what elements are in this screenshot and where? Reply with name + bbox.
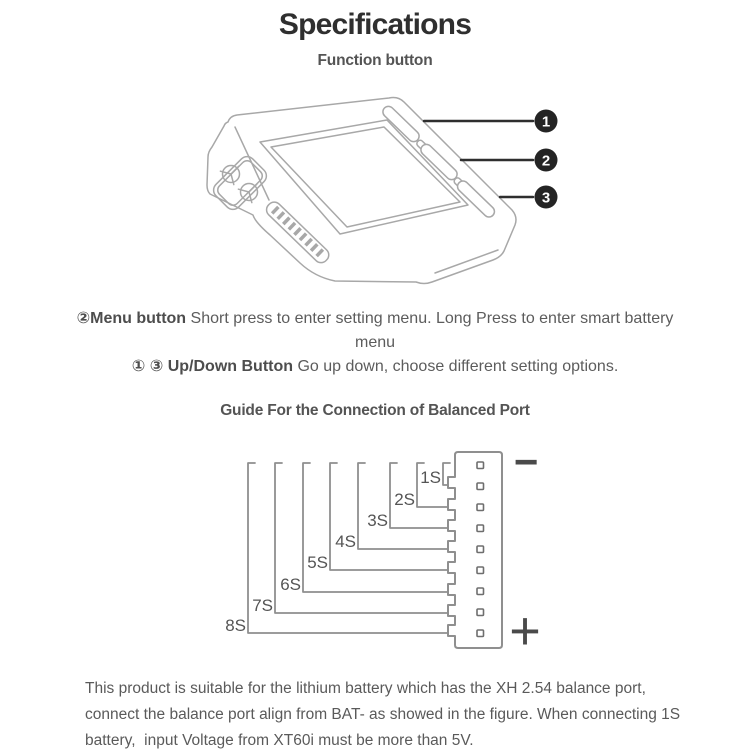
connector-pin	[477, 483, 484, 490]
callout-number-2: 2	[541, 152, 551, 170]
connector-pin	[477, 567, 484, 574]
function-button-heading: Function button	[317, 52, 433, 69]
page-title: Specifications	[278, 8, 472, 41]
connector-pin	[477, 504, 484, 511]
callout-number-1: 1	[541, 113, 551, 131]
circled-2-marker: ②	[76, 310, 91, 327]
cell-label-5s: 5S	[307, 553, 328, 572]
cell-label-6s: 6S	[280, 575, 301, 594]
device-button-1	[381, 104, 422, 144]
connector-pin	[477, 525, 484, 532]
updown-note-line	[0, 355, 750, 379]
callout-number-3: 3	[541, 189, 551, 207]
button-notes	[0, 307, 750, 379]
device-button-2	[419, 142, 460, 182]
connector-pin	[477, 630, 484, 637]
menu-button-label: Menu button	[90, 310, 187, 327]
cell-label-4s: 4S	[335, 532, 356, 551]
cell-label-3s: 3S	[367, 511, 388, 530]
callout-badge-2	[535, 149, 558, 172]
menu-note-desc: Short press to enter setting menu. Long Press to enter smart battery	[186, 310, 674, 327]
device-illustration	[195, 95, 575, 300]
balance-connector	[448, 452, 502, 648]
product-note-line-3: battery, input Voltage from XT60i must be more than 5V.	[85, 732, 474, 749]
product-note-line-2: connect the balance port align from BAT- as showed in the figure. When connecting 1S	[85, 706, 681, 723]
callout-badge-3	[535, 186, 558, 209]
callout-badge-1	[535, 110, 558, 133]
connector-pin	[477, 546, 484, 553]
cell-label-1s: 1S	[420, 468, 441, 487]
updown-note-desc: Go up down, choose different setting options.	[293, 358, 619, 375]
connector-pin	[477, 588, 484, 595]
balance-port-strip	[264, 199, 332, 265]
product-note-line-1: This product is suitable for the lithium battery which has the XH 2.54 balance port,	[85, 680, 646, 697]
menu-note-line-2: menu	[354, 334, 396, 351]
device-screen	[271, 127, 460, 227]
circled-1-3-markers: ① ③	[131, 358, 168, 375]
connector-pin	[477, 462, 484, 469]
product-note	[85, 676, 680, 750]
updown-button-label: Up/Down Button	[167, 358, 294, 375]
cell-label-2s: 2S	[394, 490, 415, 509]
cell-label-7s: 7S	[252, 596, 273, 615]
connector-pin	[477, 609, 484, 616]
balance-guide-heading: Guide For the Connection of Balanced Port	[220, 402, 530, 419]
device-screen-bezel	[260, 120, 468, 234]
balance-diagram	[220, 448, 550, 672]
menu-note-line-1	[0, 307, 750, 331]
positive-terminal: +	[509, 601, 541, 661]
connector-pins	[477, 462, 484, 637]
cell-label-8s: 8S	[225, 616, 246, 635]
negative-terminal: −	[513, 448, 539, 485]
